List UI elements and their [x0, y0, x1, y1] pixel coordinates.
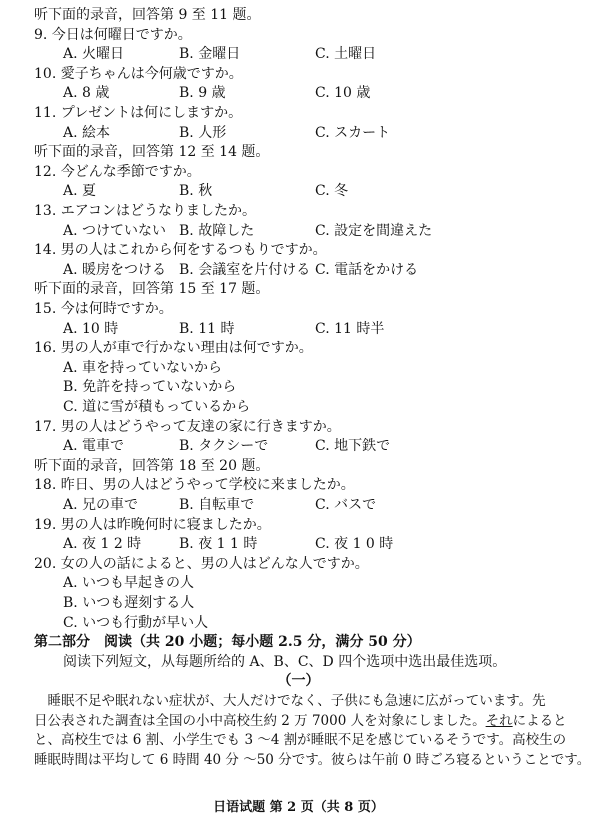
section-intro: 听下面的录音，回答第 15 至 17 题。: [34, 281, 270, 298]
option-a: A. 夜 1 2 時: [63, 536, 142, 553]
part2-title: 第二部分 阅读（共 20 小题；每小题 2.5 分，满分 50 分）: [34, 634, 421, 651]
underlined-word: それ: [485, 712, 513, 729]
option-c: C. 冬: [315, 183, 349, 200]
option-a: A. 夏: [63, 183, 97, 200]
option-c: C. 設定を間違えた: [315, 222, 433, 239]
option-a: A. 火曜日: [63, 46, 125, 63]
option-c: C. 10 歳: [315, 85, 371, 102]
question-11: 11. プレゼントは何にしますか。: [34, 105, 243, 121]
option-b: B. 故障した: [179, 222, 255, 239]
section-intro: 听下面的录音，回答第 18 至 20 题。: [34, 457, 270, 474]
option-b: B. 免許を持っていないから: [63, 379, 237, 396]
option-a: A. 電車で: [63, 438, 125, 455]
option-c: C. 夜 1 0 時: [315, 536, 394, 553]
option-a: A. 暖房をつける: [63, 261, 167, 278]
passage-line-2-tail: によると: [512, 712, 567, 729]
question-12: 12. 今どんな季節ですか。: [34, 163, 201, 180]
option-b: B. 会議室を片付ける: [179, 261, 311, 278]
question-13: 13. エアコンはどうなりましたか。: [34, 203, 257, 219]
option-b: B. 金曜日: [179, 46, 241, 63]
question-17: 17. 男の人はどうやって友達の家に行きますか。: [34, 418, 341, 435]
page-footer: 日语试题 第 2 页（共 8 页）: [213, 800, 384, 815]
passage-line-1: 睡眠不足や眠れない症状が、大人だけでなく、子供にも急速に広がっています。先: [34, 693, 546, 709]
section-intro: 听下面的录音，回答第 9 至 11 题。: [34, 7, 261, 23]
passage-line-2: [34, 712, 574, 732]
question-9: 9. 今日は何曜日ですか。: [34, 26, 192, 43]
option-a: A. つけていない: [63, 222, 167, 239]
option-b: B. 11 時: [179, 320, 235, 337]
option-b: B. 人形: [179, 124, 227, 141]
option-b: B. 秋: [179, 183, 213, 200]
option-c: C. 地下鉄で: [315, 438, 391, 455]
passage-line-2-text: 日公表された調査は全国の小中高校生約 2 万 7000 人を対象にしました。: [34, 712, 486, 729]
option-b: B. 9 歳: [179, 85, 226, 102]
section-intro: 听下面的录音，回答第 12 至 14 题。: [34, 144, 270, 161]
passage-text: [34, 692, 591, 770]
option-a: A. いつも早起きの人: [63, 575, 195, 592]
question-20: 20. 女の人の話によると、男の人はどんな人ですか。: [34, 555, 369, 572]
question-15: 15. 今は何時ですか。: [34, 301, 173, 317]
option-c: C. 土曜日: [315, 46, 377, 63]
option-c: C. 11 時半: [315, 320, 385, 337]
question-14: 14. 男の人はこれから何をするつもりですか。: [34, 242, 327, 259]
part2-instruction: 阅读下列短文，从每题所给的 A、B、C、D 四个选项中选出最佳选项。: [63, 653, 507, 670]
passage-line-3: と、高校生では 6 割、小学生でも 3 ～4 割が睡眠不足を感じているそうです。高校生の: [34, 732, 567, 748]
option-b: B. タクシーで: [179, 438, 269, 455]
option-a: A. 絵本: [63, 124, 111, 141]
option-c: C. 電話をかける: [315, 261, 419, 278]
option-a: A. 兄の車で: [63, 497, 139, 513]
option-c: C. 道に雪が積もっているから: [63, 399, 251, 415]
passage-line-4: 睡眠時間は平均して 6 時間 40 分 ～50 分です。彼らは午前 0 時ごろ寝るということです。: [34, 751, 591, 768]
option-b: B. 自転車で: [179, 497, 255, 513]
option-b: B. 夜 1 1 時: [179, 536, 258, 553]
option-c: C. スカート: [315, 124, 391, 141]
option-a: A. 車を持っていないから: [63, 359, 223, 376]
option-c: C. いつも行動が早い人: [63, 614, 209, 631]
passage-number: （一）: [277, 673, 320, 690]
option-c: C. バスで: [315, 497, 377, 513]
question-10: 10. 愛子ちゃんは今何歳ですか。: [34, 65, 243, 82]
question-16: 16. 男の人が車で行かない理由は何ですか。: [34, 340, 313, 357]
option-b: B. いつも遅刻する人: [63, 595, 195, 611]
question-19: 19. 男の人は昨晚何时に寝ましたか。: [34, 516, 271, 533]
option-a: A. 10 時: [63, 320, 119, 337]
question-18: 18. 昨日、男の人はどうやって学校に来ましたか。: [34, 477, 355, 494]
option-a: A. 8 歳: [63, 85, 110, 102]
